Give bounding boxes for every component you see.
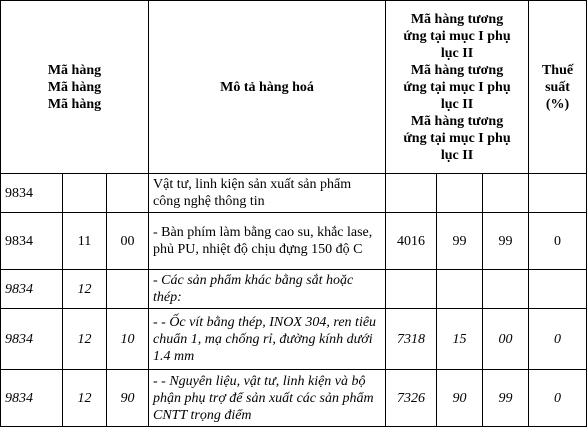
cell-description: - - Ốc vít bằng thép, INOX 304, ren tiêu chuẩn 1, mạ chống rỉ, đường kính dưới 1.4 mm xyxy=(149,309,386,370)
cell-ref-3 xyxy=(483,174,529,213)
table-row xyxy=(1,270,587,309)
cell-code-2: 12 xyxy=(63,270,107,309)
cell-description: - - Nguyên liệu, vật tư, linh kiện và bộ phận phụ trợ để sản xuất các sản phẩm CNTT trọng điểm xyxy=(149,370,386,427)
header-tax-line: Thuế xyxy=(541,62,574,78)
header-tax-line: (%) xyxy=(545,96,570,112)
cell-description: Vật tư, linh kiện sản xuất sản phẩm công nghệ thông tin xyxy=(149,174,386,213)
cell-code-1: 9834 xyxy=(1,174,63,213)
header-ref-line: Mã hàng tương xyxy=(410,11,504,27)
header-row xyxy=(1,1,587,174)
cell-tax: 0 xyxy=(529,370,587,427)
cell-ref-2 xyxy=(437,270,483,309)
cell-ref-3: 99 xyxy=(483,370,529,427)
header-tax-line: suất xyxy=(545,79,570,95)
cell-code-1: 9834 xyxy=(1,270,63,309)
cell-code-2: 12 xyxy=(63,309,107,370)
header-code-line: Mã hàng xyxy=(47,79,102,95)
cell-code-1: 9834 xyxy=(1,309,63,370)
cell-tax: 0 xyxy=(529,213,587,270)
header-ref-line: ứng tại mục I phụ xyxy=(403,79,511,95)
cell-ref-3: 99 xyxy=(483,213,529,270)
cell-tax xyxy=(529,270,587,309)
cell-code-3: 10 xyxy=(107,309,149,370)
cell-ref-1 xyxy=(386,270,437,309)
table-row xyxy=(1,370,587,427)
header-code-line: Mã hàng xyxy=(47,62,102,78)
cell-code-3: 90 xyxy=(107,370,149,427)
cell-ref-1 xyxy=(386,174,437,213)
cell-tax: 0 xyxy=(529,309,587,370)
table-row xyxy=(1,174,587,213)
cell-code-2: 12 xyxy=(63,370,107,427)
cell-code-2 xyxy=(63,174,107,213)
cell-ref-2: 15 xyxy=(437,309,483,370)
cell-ref-3 xyxy=(483,270,529,309)
table-row xyxy=(1,309,587,370)
table-row xyxy=(1,213,587,270)
cell-ref-1: 7326 xyxy=(386,370,437,427)
cell-ref-2: 99 xyxy=(437,213,483,270)
cell-ref-1: 4016 xyxy=(386,213,437,270)
cell-ref-2 xyxy=(437,174,483,213)
header-code-line: Mã hàng xyxy=(47,96,102,112)
cell-ref-1: 7318 xyxy=(386,309,437,370)
cell-ref-2: 90 xyxy=(437,370,483,427)
header-reference-code xyxy=(386,1,529,174)
header-ref-line: Mã hàng tương xyxy=(410,113,504,129)
cell-description: - Bàn phím làm bằng cao su, khắc lase, phủ PU, nhiệt độ chịu đựng 150 độ C xyxy=(149,213,386,270)
cell-code-2: 11 xyxy=(63,213,107,270)
header-tax-rate xyxy=(529,1,587,174)
header-ref-line: lục II xyxy=(440,96,474,112)
header-ref-line: lục II xyxy=(440,45,474,61)
header-ref-line: ứng tại mục I phụ xyxy=(403,130,511,146)
cell-code-1: 9834 xyxy=(1,213,63,270)
header-ref-line: ứng tại mục I phụ xyxy=(403,28,511,44)
header-description: Mô tả hàng hoá xyxy=(149,1,386,174)
header-code xyxy=(1,1,149,174)
cell-tax xyxy=(529,174,587,213)
cell-code-3 xyxy=(107,270,149,309)
cell-ref-3: 00 xyxy=(483,309,529,370)
header-ref-line: lục II xyxy=(440,147,474,163)
cell-description: - Các sản phẩm khác bằng sắt hoặc thép: xyxy=(149,270,386,309)
cell-code-3: 00 xyxy=(107,213,149,270)
cell-code-3 xyxy=(107,174,149,213)
cell-code-1: 9834 xyxy=(1,370,63,427)
header-ref-line: Mã hàng tương xyxy=(410,62,504,78)
